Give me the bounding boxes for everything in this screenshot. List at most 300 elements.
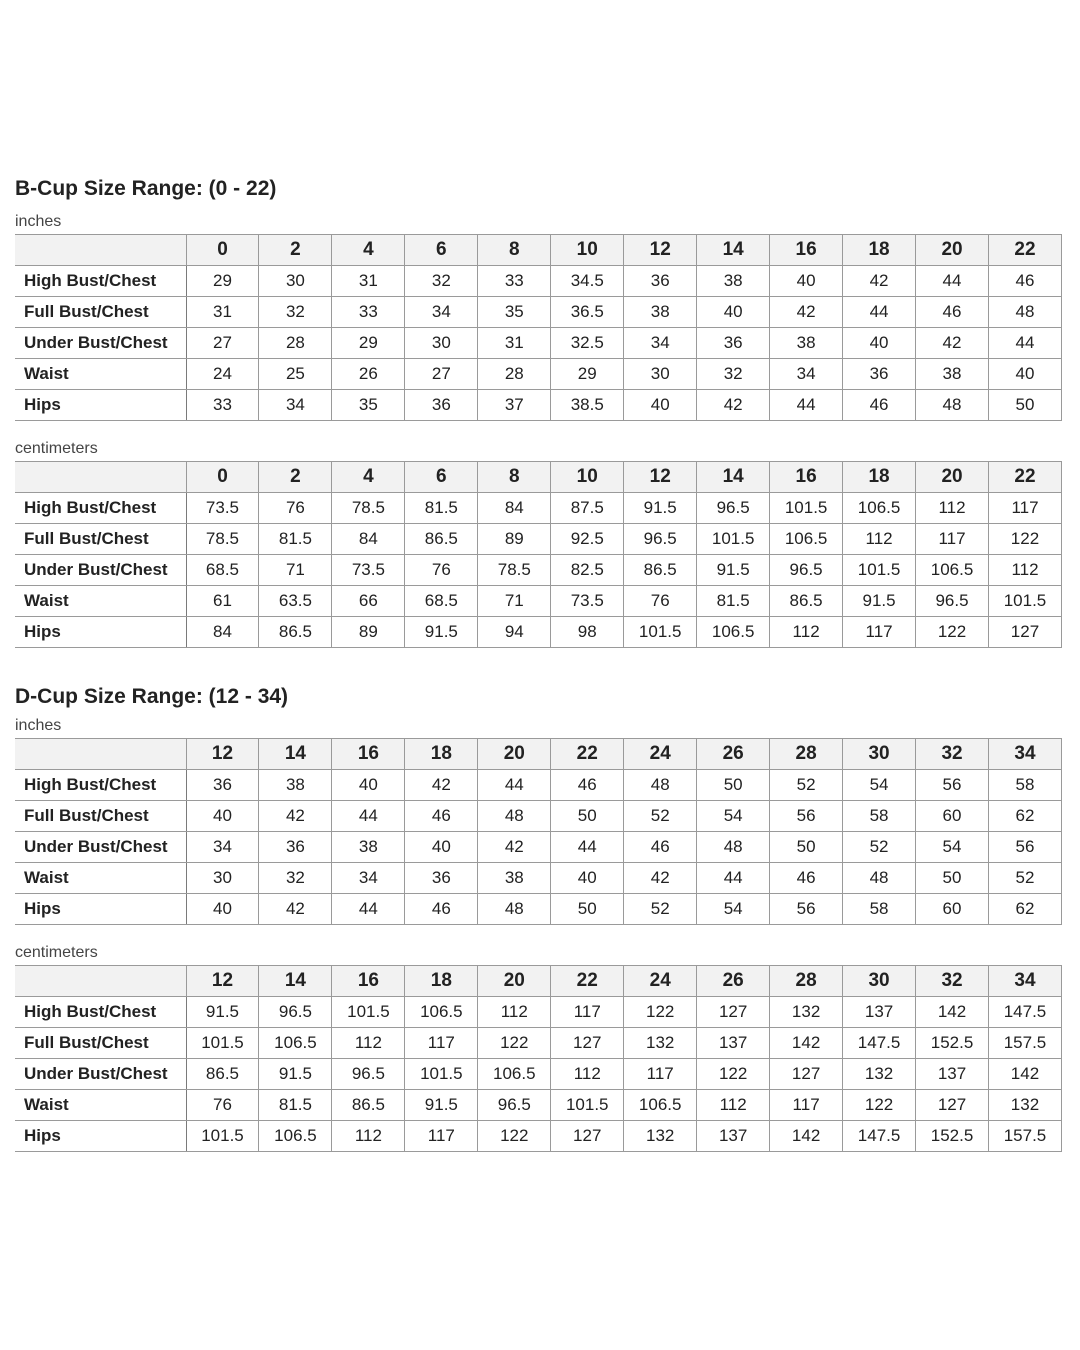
measurement-value: 34 [624,328,697,359]
measurement-label: Under Bust/Chest [15,1059,186,1090]
measurement-value: 127 [697,997,770,1028]
measurement-value: 92.5 [551,524,624,555]
measurement-value: 117 [770,1090,843,1121]
measurement-value: 86.5 [405,524,478,555]
measurement-value: 142 [916,997,989,1028]
size-header: 32 [916,739,989,770]
measurement-value: 42 [624,863,697,894]
measurement-label: Full Bust/Chest [15,297,186,328]
size-header: 12 [624,462,697,493]
size-header: 0 [186,462,259,493]
size-header: 2 [259,462,332,493]
size-table [15,461,1062,648]
measurement-label: Waist [15,359,186,390]
measurement-value: 91.5 [405,617,478,648]
measurement-value: 76 [186,1090,259,1121]
header-corner-cell [15,462,186,493]
measurement-value: 34 [186,832,259,863]
measurement-value: 44 [843,297,916,328]
measurement-value: 147.5 [843,1028,916,1059]
measurement-label: Under Bust/Chest [15,832,186,863]
measurement-value: 40 [770,266,843,297]
measurement-value: 117 [405,1121,478,1152]
measurement-value: 52 [843,832,916,863]
size-header: 4 [332,462,405,493]
b-cup-section [15,176,1062,648]
measurement-value: 106.5 [259,1121,332,1152]
unit-label: centimeters [15,944,98,961]
measurement-value: 33 [478,266,551,297]
measurement-value: 38 [624,297,697,328]
measurement-label: Full Bust/Chest [15,801,186,832]
measurement-value: 48 [916,390,989,421]
measurement-label: Hips [15,1121,186,1152]
measurement-value: 48 [478,801,551,832]
measurement-label: High Bust/Chest [15,770,186,801]
table-row [15,1059,1062,1090]
measurement-value: 132 [624,1121,697,1152]
measurement-value: 56 [916,770,989,801]
measurement-value: 40 [624,390,697,421]
size-header: 34 [988,966,1061,997]
measurement-value: 48 [988,297,1061,328]
measurement-value: 31 [478,328,551,359]
size-header: 22 [988,462,1061,493]
measurement-value: 152.5 [916,1028,989,1059]
measurement-value: 36 [186,770,259,801]
table-row [15,997,1062,1028]
size-table [15,965,1062,1152]
measurement-value: 117 [988,493,1061,524]
measurement-value: 73.5 [186,493,259,524]
size-header: 18 [843,235,916,266]
measurement-value: 44 [770,390,843,421]
measurement-value: 56 [770,801,843,832]
measurement-value: 137 [697,1028,770,1059]
table-row [15,524,1062,555]
measurement-value: 89 [478,524,551,555]
measurement-value: 56 [988,832,1061,863]
measurement-value: 122 [478,1121,551,1152]
measurement-value: 40 [843,328,916,359]
d-cup-section [15,684,1062,1152]
measurement-value: 44 [332,894,405,925]
measurement-value: 38 [697,266,770,297]
measurement-value: 137 [697,1121,770,1152]
measurement-value: 122 [988,524,1061,555]
size-header: 20 [478,966,551,997]
measurement-value: 157.5 [988,1121,1061,1152]
size-header: 32 [916,966,989,997]
table-row [15,586,1062,617]
measurement-value: 38 [770,328,843,359]
size-table [15,738,1062,925]
size-header: 20 [916,235,989,266]
measurement-value: 29 [186,266,259,297]
size-header: 8 [478,462,551,493]
measurement-value: 52 [988,863,1061,894]
measurement-value: 25 [259,359,332,390]
measurement-value: 40 [551,863,624,894]
measurement-value: 117 [916,524,989,555]
measurement-value: 42 [843,266,916,297]
measurement-value: 34 [259,390,332,421]
measurement-value: 60 [916,894,989,925]
measurement-value: 54 [697,801,770,832]
size-header: 14 [259,739,332,770]
measurement-value: 40 [186,801,259,832]
size-header: 4 [332,235,405,266]
measurement-label: Under Bust/Chest [15,555,186,586]
measurement-value: 46 [988,266,1061,297]
measurement-value: 48 [478,894,551,925]
measurement-value: 58 [988,770,1061,801]
measurement-value: 81.5 [405,493,478,524]
measurement-value: 122 [916,617,989,648]
measurement-value: 137 [843,997,916,1028]
measurement-label: Full Bust/Chest [15,524,186,555]
measurement-value: 86.5 [332,1090,405,1121]
size-header: 6 [405,462,478,493]
table-row [15,493,1062,524]
table-row [15,266,1062,297]
measurement-value: 106.5 [843,493,916,524]
measurement-value: 60 [916,801,989,832]
measurement-value: 44 [478,770,551,801]
measurement-value: 112 [332,1028,405,1059]
measurement-value: 36 [259,832,332,863]
table-row [15,555,1062,586]
measurement-value: 68.5 [186,555,259,586]
size-header: 22 [988,235,1061,266]
measurement-value: 117 [405,1028,478,1059]
measurement-value: 52 [624,894,697,925]
size-header: 14 [697,462,770,493]
measurement-value: 36 [405,390,478,421]
measurement-value: 26 [332,359,405,390]
size-header: 22 [551,966,624,997]
measurement-value: 112 [551,1059,624,1090]
table-row [15,770,1062,801]
measurement-value: 112 [478,997,551,1028]
measurement-value: 24 [186,359,259,390]
measurement-value: 101.5 [988,586,1061,617]
size-header: 12 [624,235,697,266]
measurement-value: 76 [405,555,478,586]
measurement-value: 87.5 [551,493,624,524]
size-header: 10 [551,462,624,493]
table-row [15,359,1062,390]
measurement-value: 35 [478,297,551,328]
measurement-value: 62 [988,801,1061,832]
measurement-value: 91.5 [697,555,770,586]
measurement-value: 78.5 [332,493,405,524]
measurement-value: 106.5 [697,617,770,648]
measurement-value: 82.5 [551,555,624,586]
measurement-value: 101.5 [405,1059,478,1090]
size-header: 6 [405,235,478,266]
table-row [15,617,1062,648]
measurement-value: 86.5 [624,555,697,586]
measurement-value: 81.5 [259,1090,332,1121]
measurement-label: Hips [15,390,186,421]
measurement-value: 34 [405,297,478,328]
measurement-value: 30 [624,359,697,390]
measurement-value: 42 [259,894,332,925]
size-header: 18 [405,739,478,770]
measurement-value: 106.5 [916,555,989,586]
measurement-value: 50 [551,801,624,832]
measurement-value: 96.5 [332,1059,405,1090]
measurement-value: 42 [697,390,770,421]
measurement-value: 46 [551,770,624,801]
measurement-value: 38 [916,359,989,390]
measurement-value: 112 [988,555,1061,586]
measurement-value: 137 [916,1059,989,1090]
measurement-value: 52 [770,770,843,801]
measurement-label: Waist [15,586,186,617]
measurement-value: 28 [259,328,332,359]
measurement-value: 112 [697,1090,770,1121]
measurement-value: 36.5 [551,297,624,328]
size-header: 30 [843,966,916,997]
header-corner-cell [15,739,186,770]
size-header: 10 [551,235,624,266]
size-header: 24 [624,739,697,770]
measurement-value: 32 [697,359,770,390]
size-header: 2 [259,235,332,266]
measurement-value: 44 [332,801,405,832]
table-row [15,328,1062,359]
measurement-value: 48 [843,863,916,894]
measurement-value: 31 [332,266,405,297]
measurement-value: 34.5 [551,266,624,297]
measurement-value: 50 [697,770,770,801]
size-header: 12 [186,739,259,770]
measurement-value: 38 [259,770,332,801]
measurement-value: 96.5 [697,493,770,524]
table-row [15,801,1062,832]
measurement-value: 50 [770,832,843,863]
measurement-value: 71 [478,586,551,617]
measurement-value: 76 [624,586,697,617]
measurement-label: High Bust/Chest [15,997,186,1028]
size-header: 16 [332,739,405,770]
measurement-value: 54 [843,770,916,801]
measurement-value: 96.5 [770,555,843,586]
measurement-value: 117 [551,997,624,1028]
size-header: 12 [186,966,259,997]
measurement-value: 29 [332,328,405,359]
measurement-value: 44 [697,863,770,894]
measurement-value: 32 [259,863,332,894]
measurement-value: 96.5 [624,524,697,555]
header-corner-cell [15,966,186,997]
size-header: 18 [843,462,916,493]
measurement-value: 91.5 [624,493,697,524]
size-header: 14 [697,235,770,266]
measurement-value: 127 [551,1121,624,1152]
size-header: 16 [770,235,843,266]
measurement-value: 152.5 [916,1121,989,1152]
measurement-value: 127 [770,1059,843,1090]
size-header: 34 [988,739,1061,770]
measurement-value: 56 [770,894,843,925]
measurement-value: 30 [186,863,259,894]
measurement-value: 50 [988,390,1061,421]
measurement-value: 96.5 [478,1090,551,1121]
measurement-value: 46 [770,863,843,894]
measurement-value: 157.5 [988,1028,1061,1059]
table-row [15,894,1062,925]
measurement-label: Hips [15,894,186,925]
measurement-value: 44 [916,266,989,297]
measurement-value: 91.5 [843,586,916,617]
size-header: 8 [478,235,551,266]
measurement-value: 101.5 [697,524,770,555]
measurement-value: 122 [697,1059,770,1090]
size-header: 14 [259,966,332,997]
measurement-value: 86.5 [259,617,332,648]
size-header: 18 [405,966,478,997]
size-header: 22 [551,739,624,770]
measurement-value: 46 [843,390,916,421]
measurement-value: 89 [332,617,405,648]
measurement-value: 101.5 [843,555,916,586]
measurement-value: 112 [332,1121,405,1152]
measurement-value: 42 [478,832,551,863]
size-header: 20 [916,462,989,493]
unit-label: centimeters [15,440,98,457]
measurement-label: Waist [15,863,186,894]
measurement-value: 142 [770,1028,843,1059]
measurement-value: 38 [478,863,551,894]
header-row [15,966,1062,997]
measurement-value: 34 [770,359,843,390]
size-header: 26 [697,966,770,997]
size-header: 30 [843,739,916,770]
measurement-value: 28 [478,359,551,390]
measurement-value: 58 [843,801,916,832]
measurement-value: 34 [332,863,405,894]
measurement-value: 42 [259,801,332,832]
measurement-value: 40 [988,359,1061,390]
table-row [15,1090,1062,1121]
measurement-value: 94 [478,617,551,648]
measurement-value: 44 [988,328,1061,359]
measurement-value: 46 [916,297,989,328]
measurement-value: 127 [988,617,1061,648]
measurement-value: 32 [259,297,332,328]
measurement-value: 36 [624,266,697,297]
size-header: 24 [624,966,697,997]
measurement-value: 132 [843,1059,916,1090]
measurement-value: 38.5 [551,390,624,421]
table-row [15,1121,1062,1152]
measurement-value: 101.5 [624,617,697,648]
measurement-value: 81.5 [697,586,770,617]
measurement-value: 101.5 [551,1090,624,1121]
measurement-value: 50 [551,894,624,925]
unit-label: inches [15,213,62,230]
measurement-value: 38 [332,832,405,863]
measurement-value: 106.5 [478,1059,551,1090]
measurement-value: 54 [697,894,770,925]
measurement-value: 142 [988,1059,1061,1090]
measurement-value: 112 [843,524,916,555]
header-row [15,462,1062,493]
measurement-value: 73.5 [332,555,405,586]
measurement-value: 117 [843,617,916,648]
measurement-label: High Bust/Chest [15,493,186,524]
measurement-value: 147.5 [988,997,1061,1028]
measurement-value: 91.5 [259,1059,332,1090]
measurement-value: 33 [186,390,259,421]
measurement-value: 147.5 [843,1121,916,1152]
table-row [15,390,1062,421]
header-row [15,235,1062,266]
measurement-value: 106.5 [624,1090,697,1121]
measurement-value: 98 [551,617,624,648]
measurement-value: 37 [478,390,551,421]
measurement-value: 42 [916,328,989,359]
header-row [15,739,1062,770]
measurement-label: Full Bust/Chest [15,1028,186,1059]
measurement-value: 46 [405,894,478,925]
table-row [15,863,1062,894]
measurement-value: 132 [770,997,843,1028]
measurement-value: 96.5 [259,997,332,1028]
size-table [15,234,1062,421]
measurement-value: 66 [332,586,405,617]
unit-label: inches [15,717,62,734]
measurement-value: 84 [332,524,405,555]
measurement-value: 40 [697,297,770,328]
measurement-value: 117 [624,1059,697,1090]
measurement-value: 122 [478,1028,551,1059]
size-header: 16 [770,462,843,493]
measurement-value: 142 [770,1121,843,1152]
measurement-value: 112 [916,493,989,524]
measurement-value: 35 [332,390,405,421]
measurement-value: 84 [478,493,551,524]
measurement-value: 44 [551,832,624,863]
size-header: 28 [770,966,843,997]
measurement-value: 29 [551,359,624,390]
measurement-value: 36 [843,359,916,390]
measurement-value: 91.5 [405,1090,478,1121]
measurement-value: 101.5 [332,997,405,1028]
measurement-value: 40 [186,894,259,925]
measurement-value: 40 [405,832,478,863]
header-corner-cell [15,235,186,266]
measurement-value: 30 [405,328,478,359]
measurement-value: 84 [186,617,259,648]
measurement-value: 127 [551,1028,624,1059]
measurement-value: 40 [332,770,405,801]
measurement-value: 78.5 [186,524,259,555]
measurement-value: 96.5 [916,586,989,617]
size-header: 20 [478,739,551,770]
measurement-value: 132 [988,1090,1061,1121]
measurement-value: 73.5 [551,586,624,617]
measurement-value: 101.5 [186,1028,259,1059]
measurement-value: 61 [186,586,259,617]
measurement-value: 36 [405,863,478,894]
table-row [15,1028,1062,1059]
table-row [15,832,1062,863]
measurement-value: 54 [916,832,989,863]
